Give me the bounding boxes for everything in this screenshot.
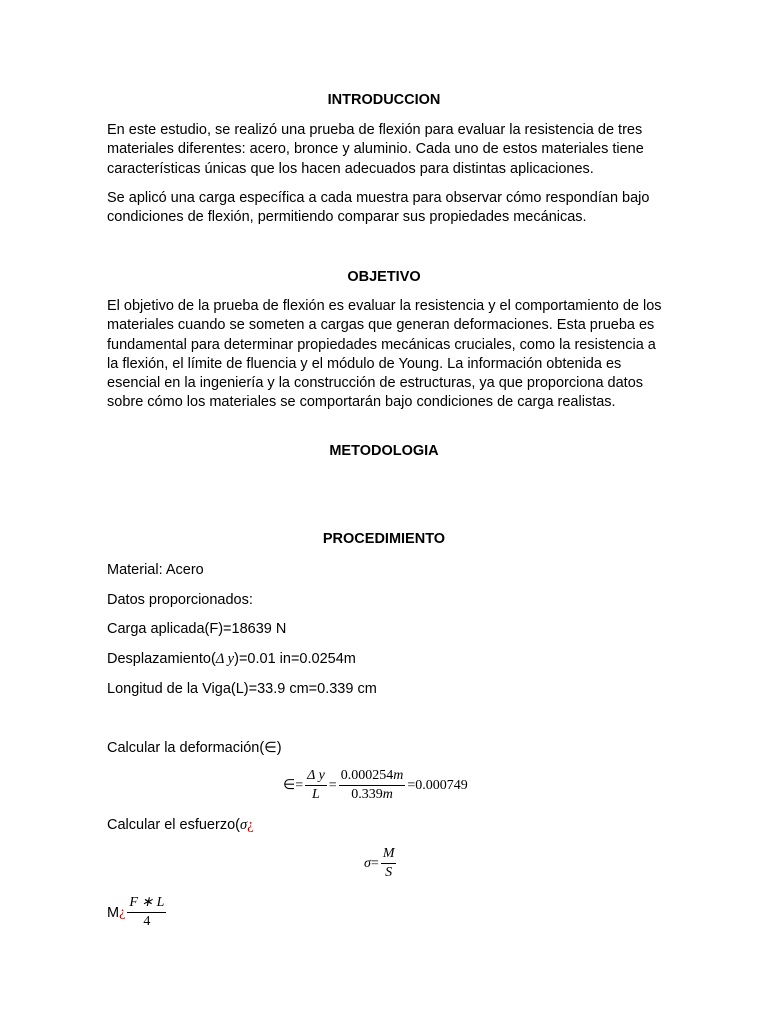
- strain-fraction-numeric: [339, 768, 406, 803]
- intro-heading: INTRODUCCION: [327, 92, 441, 108]
- intro-paragraph-1: En este estudio, se realizó una prueba de flexión para evaluar la resistencia de tres materiales diferentes: acero, bronce y aluminio. Cada uno de estos materiales tiene características únicas que los hacen adecuados para distintas aplicaciones.: [107, 122, 644, 177]
- equals-sign: =: [328, 777, 337, 793]
- procedimiento-heading: PROCEDIMIENTO: [322, 531, 446, 547]
- fraction-denominator: S: [385, 865, 393, 880]
- calc-deformacion-prefix: Calcular la deformación(: [107, 740, 265, 756]
- moment-equation: [107, 895, 168, 930]
- inverted-question-glyph: ¿: [247, 817, 254, 833]
- delta-y-symbol: Δ y: [215, 651, 235, 667]
- strain-equation: [283, 768, 468, 803]
- strain-result: 0.000749: [415, 777, 468, 793]
- desplazamiento-line: [107, 650, 356, 669]
- datos-line: Datos proporcionados:: [107, 592, 253, 608]
- fraction-denominator: 4: [143, 914, 151, 929]
- calc-esfuerzo-prefix: Calcular el esfuerzo(: [107, 817, 240, 833]
- strain-lhs: ∈: [283, 778, 296, 793]
- calc-esfuerzo-line: [107, 816, 254, 835]
- fraction-denominator: L: [312, 787, 320, 802]
- calc-deformacion-suffix: ): [276, 740, 282, 756]
- fraction-numerator: Δ y: [305, 768, 327, 786]
- inverted-question-glyph: ¿: [119, 904, 126, 920]
- denominator-value: 0.339: [351, 787, 383, 802]
- fraction-denominator: [349, 786, 395, 803]
- moment-lhs: M: [107, 904, 120, 921]
- desplazamiento-prefix: Desplazamiento(: [107, 651, 216, 667]
- stress-fraction: [381, 846, 397, 881]
- fraction-numerator: [339, 768, 406, 786]
- objetivo-heading: OBJETIVO: [347, 269, 421, 285]
- equals-sign: =: [295, 777, 304, 793]
- stress-lhs: σ: [364, 855, 371, 871]
- fraction-numerator: F ∗ L: [127, 895, 166, 913]
- calc-deformacion-line: [107, 739, 282, 758]
- numerator-unit: m: [393, 768, 404, 783]
- longitud-line: Longitud de la Viga(L)=33.9 cm=0.339 cm: [107, 681, 377, 697]
- stress-equation: [364, 846, 398, 881]
- equals-sign: =: [370, 855, 379, 871]
- strain-fraction-symbolic: [305, 768, 327, 803]
- intro-paragraph-2: Se aplicó una carga específica a cada muestra para observar cómo respondían bajo condiciones de flexión, permitiendo comparar sus propiedades mecánicas.: [107, 190, 650, 226]
- carga-line: Carga aplicada(F)=18639 N: [107, 621, 287, 637]
- sigma-symbol: σ: [239, 817, 248, 833]
- denominator-unit: m: [382, 787, 393, 802]
- metodologia-heading: METODOLOGIA: [329, 443, 439, 459]
- desplazamiento-suffix: )=0.01 in=0.0254m: [234, 651, 356, 667]
- material-line: Material: Acero: [107, 562, 204, 578]
- fraction-numerator: M: [381, 846, 397, 864]
- strain-symbol: ∈: [264, 740, 277, 756]
- objetivo-paragraph: El objetivo de la prueba de flexión es evaluar la resistencia y el comportamiento de los materiales cuando se someten a cargas que generan deformaciones. Esta prueba es fundamental para determinar propiedades mecánicas cruciales, como la resistencia a la flexión, el límite de fluencia y el módulo de Young. La información obtenida es esencial en la ingeniería y la construcción de estructuras, ya que proporciona datos sobre cómo los materiales se comportarán bajo condiciones de carga realistas.: [107, 298, 662, 411]
- equals-sign: =: [407, 777, 416, 793]
- numerator-value: 0.000254: [340, 768, 394, 783]
- moment-fraction: [127, 895, 166, 930]
